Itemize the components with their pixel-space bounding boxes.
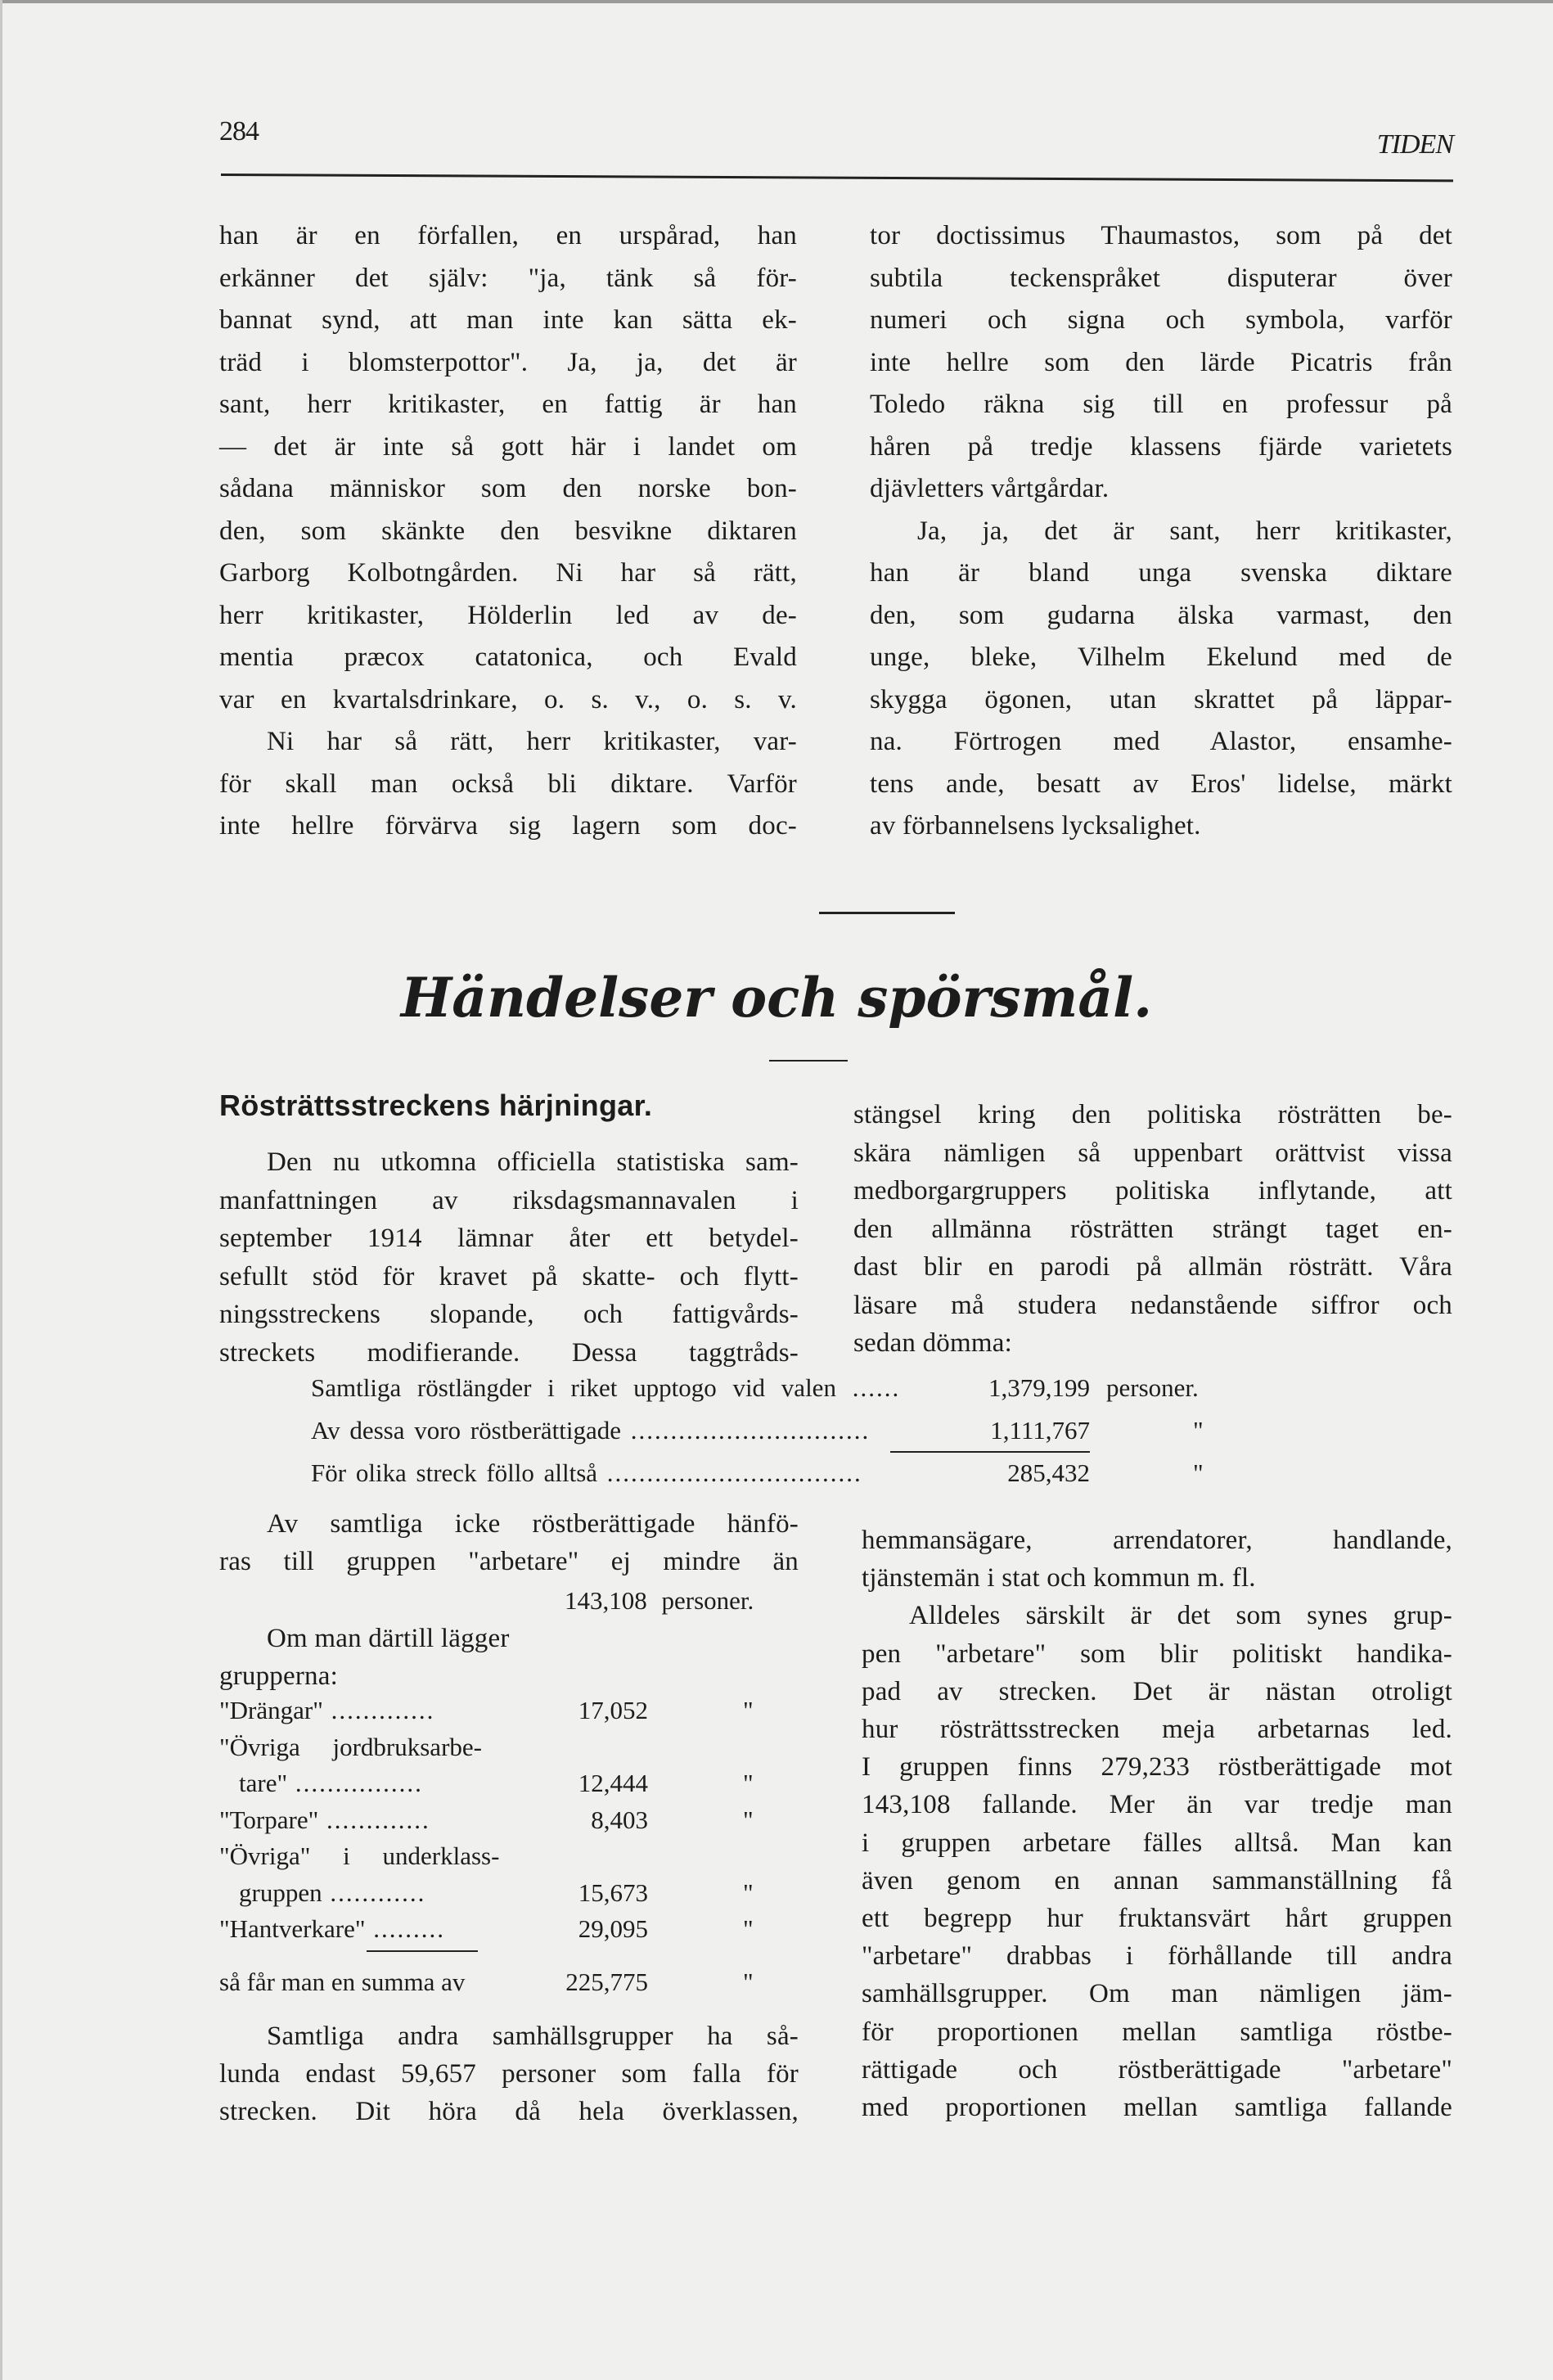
group-row [219, 1694, 808, 1727]
text-line: av förbannelsens lycksalighet. [870, 811, 1201, 841]
text-line: den, som skänkte den besvikne diktaren [219, 516, 797, 546]
text-line: Alldeles särskilt är det som synes grup- [909, 1601, 1452, 1631]
text-line: hemmansägare, arrendatorer, handlande, [862, 1526, 1452, 1555]
text-line: tor doctissimus Thaumastos, som på det [870, 221, 1452, 250]
arbetare-total-value: 143,108 [565, 1586, 647, 1615]
text-line: inte hellre förvärva sig lagern som doc- [219, 811, 797, 841]
text-line: I gruppen finns 279,233 röstberättigade mot [862, 1752, 1452, 1783]
group-unit: " [743, 1769, 754, 1797]
text-line: Toledo räkna sig till en professur på [870, 390, 1452, 419]
text-line: lunda endast 59,657 personer som falla för [219, 2059, 799, 2089]
group-value: 15,673 [578, 1877, 648, 1907]
text-line: ett begrepp hur fruktansvärt hårt gruppen [862, 1904, 1452, 1933]
group-value: 17,052 [578, 1696, 648, 1724]
section-title: Händelser och spörsmål. [400, 966, 1153, 1030]
group-row [219, 1731, 808, 1764]
group-row [219, 1767, 808, 1800]
text-line: hur rösträttsstrecken meja arbetarnas led. [862, 1715, 1452, 1744]
summary-value: 1,379,199 [988, 1373, 1090, 1402]
text-line: läsare må studera nedanstående siffror och [853, 1290, 1452, 1320]
group-row [219, 1804, 808, 1837]
summary-label: För olika streck föllo alltså [311, 1458, 607, 1487]
group-unit: " [743, 1805, 754, 1834]
group-row [219, 1913, 808, 1945]
summary-value: 1,111,767 [990, 1416, 1090, 1445]
journal-title: TIDEN [1376, 129, 1453, 160]
summary-label: Av dessa voro röstberättigade [311, 1416, 631, 1445]
text-line: håren på tredje klassens fjärde varietets [870, 431, 1452, 462]
text-line: manfattningen av riksdagsmannavalen i [219, 1185, 799, 1215]
page-top-edge [0, 0, 1553, 3]
section-divider-top [819, 912, 955, 914]
text-line: med proportionen mellan samtliga fallande [862, 2093, 1452, 2122]
groups-sum-row [219, 1966, 808, 1999]
groups-sum-value: 225,775 [565, 1968, 648, 1996]
text-line: Den nu utkomna officiella statistiska sam- [267, 1147, 799, 1177]
text-line: pad av strecken. Det är nästan otroligt [862, 1676, 1452, 1706]
leader-dots: ............. [322, 1696, 435, 1724]
group-value: 12,444 [578, 1769, 648, 1797]
summary-unit: " [1193, 1458, 1204, 1487]
group-row [219, 1840, 808, 1873]
group-label: "Torpare" [219, 1805, 319, 1834]
page-left-edge [0, 0, 2, 2380]
group-unit: " [743, 1696, 754, 1724]
text-line: erkänner det själv: "ja, tänk så för- [219, 263, 797, 293]
summary-label: Samtliga röstlängder i riket upptogo vid valen [311, 1373, 853, 1402]
text-line: för skall man också bli diktare. Varför [219, 769, 797, 799]
leader-dots: ................................ [606, 1458, 862, 1487]
group-value: 8,403 [591, 1805, 648, 1834]
leader-dots: ......... [365, 1914, 445, 1943]
text-line: Ja, ja, det är sant, herr kritikaster, [917, 516, 1452, 546]
groups-sum-rule [367, 1950, 478, 1952]
summary-row [311, 1414, 1456, 1447]
summary-unit: personer. [1106, 1373, 1199, 1402]
text-line: träd i blomsterpottor". Ja, ja, det är [219, 347, 797, 377]
text-line: var en kvartalsdrinkare, o. s. v., o. s. v. [219, 684, 797, 714]
leader-dots: ................ [287, 1769, 423, 1797]
text-line: rättigade och röstberättigade "arbetare" [862, 2054, 1452, 2085]
text-line: streckets modifierande. Dessa taggtråds- [219, 1337, 799, 1368]
text-line: sedan dömma: [853, 1328, 1012, 1358]
text-line: samhällsgrupper. Om man nämligen jäm- [862, 1979, 1452, 2009]
group-unit: " [743, 1914, 754, 1943]
header-rule [221, 174, 1453, 182]
text-line: djävletters vårtgårdar. [870, 474, 1110, 503]
leader-dots: ............ [322, 1877, 426, 1907]
text-line: Av samtliga icke röstberättigade hänfö- [267, 1509, 799, 1539]
groups-sum-label: så får man en summa av [219, 1968, 466, 1996]
text-line: herr kritikaster, Hölderlin led av de- [219, 600, 797, 630]
text-line: mentia præcox catatonica, och Evald [219, 642, 797, 672]
text-line: september 1914 lämnar åter ett betydel- [219, 1224, 799, 1253]
summary-value: 285,432 [1007, 1458, 1090, 1487]
text-line: Samtliga andra samhällsgrupper ha så- [267, 2022, 799, 2051]
text-line: tjänstemän i stat och kommun m. fl. [862, 1563, 1256, 1593]
groups-sum-unit: " [743, 1968, 754, 1996]
text-line: i gruppen arbetare fälles alltså. Man kan [862, 1828, 1452, 1858]
text-line: 143,108 fallande. Mer än var tredje man [862, 1790, 1452, 1820]
text-line: för proportionen mellan samtliga röstbe- [862, 2017, 1452, 2047]
group-value: 29,095 [578, 1914, 648, 1943]
leader-dots: ............. [318, 1805, 430, 1834]
text-line: inte hellre som den lärde Picatris från [870, 347, 1452, 377]
text-line: ras till gruppen "arbetare" ej mindre än [219, 1547, 799, 1576]
text-line: Om man därtill lägger [267, 1624, 510, 1653]
text-line: skära nämligen så uppenbart orättvist vissa [853, 1138, 1452, 1168]
arbetare-total [565, 1584, 754, 1617]
text-line: bannat synd, att man inte kan sätta ek- [219, 305, 797, 335]
text-line: den allmänna rösträtten strängt taget en- [853, 1214, 1452, 1244]
summary-unit: " [1193, 1416, 1204, 1445]
text-line: tens ande, besatt av Eros' lidelse, märkt [870, 769, 1452, 799]
group-label: "Övriga jordbruksarbe- [219, 1732, 482, 1761]
leader-dots: ...... [852, 1373, 901, 1402]
arbetare-total-unit: personer. [661, 1586, 754, 1615]
summary-table [311, 1372, 1456, 1503]
text-line: unge, bleke, Vilhelm Ekelund med de [870, 642, 1452, 672]
text-line: även genom en annan sammanställning få [862, 1865, 1452, 1895]
summary-row [311, 1457, 1456, 1490]
text-line: na. Förtrogen med Alastor, ensamhe- [870, 727, 1452, 756]
text-line: sefullt stöd för kravet på skatte- och flytt- [219, 1261, 799, 1291]
text-line: "arbetare" drabbas i förhållande till andra [862, 1941, 1452, 1972]
text-line: ningsstreckens slopande, och fattigvårds- [219, 1300, 799, 1329]
section-divider-bottom [769, 1060, 848, 1062]
text-line: sant, herr kritikaster, en fattig är han [219, 390, 797, 419]
group-label: gruppen [239, 1877, 322, 1907]
text-line: strecken. Dit höra då hela överklassen, [219, 2097, 799, 2126]
group-row [219, 1877, 808, 1909]
text-line: stängsel kring den politiska rösträtten be- [853, 1100, 1452, 1129]
group-label: "Hantverkare" [219, 1914, 366, 1943]
text-line: subtila teckenspråket disputerar över [870, 263, 1452, 293]
text-line: numeri och signa och symbola, varför [870, 305, 1452, 335]
text-line: dast blir en parodi på allmän rösträtt. Våra [853, 1252, 1452, 1282]
page-number: 284 [219, 116, 259, 146]
text-line: Ni har så rätt, herr kritikaster, var- [267, 727, 797, 756]
text-line: han är bland unga svenska diktare [870, 558, 1452, 588]
group-label: tare" [239, 1769, 288, 1797]
text-line: Garborg Kolbotngården. Ni har så rätt, [219, 558, 797, 588]
text-line: skygga ögonen, utan skrattet på läppar- [870, 684, 1452, 714]
text-line: han är en förfallen, en urspårad, han [219, 221, 797, 250]
summary-row [311, 1372, 1456, 1404]
summary-subtotal-rule [890, 1451, 1090, 1453]
text-line: den, som gudarna älska varmast, den [870, 600, 1452, 630]
group-label: "Övriga" i underklass- [219, 1841, 500, 1870]
text-line: — det är inte så gott här i landet om [219, 431, 797, 462]
text-line: sådana människor som den norske bon- [219, 474, 797, 503]
text-line: pen "arbetare" som blir politiskt handika- [862, 1639, 1452, 1669]
text-line: grupperna: [219, 1661, 338, 1691]
leader-dots: .............................. [630, 1416, 871, 1445]
article-title: Rösträttsstreckens härjningar. [219, 1089, 653, 1122]
group-unit: " [743, 1877, 754, 1907]
group-label: "Drängar" [219, 1696, 323, 1724]
text-line: medborgargruppers politiska inflytande, att [853, 1176, 1452, 1206]
